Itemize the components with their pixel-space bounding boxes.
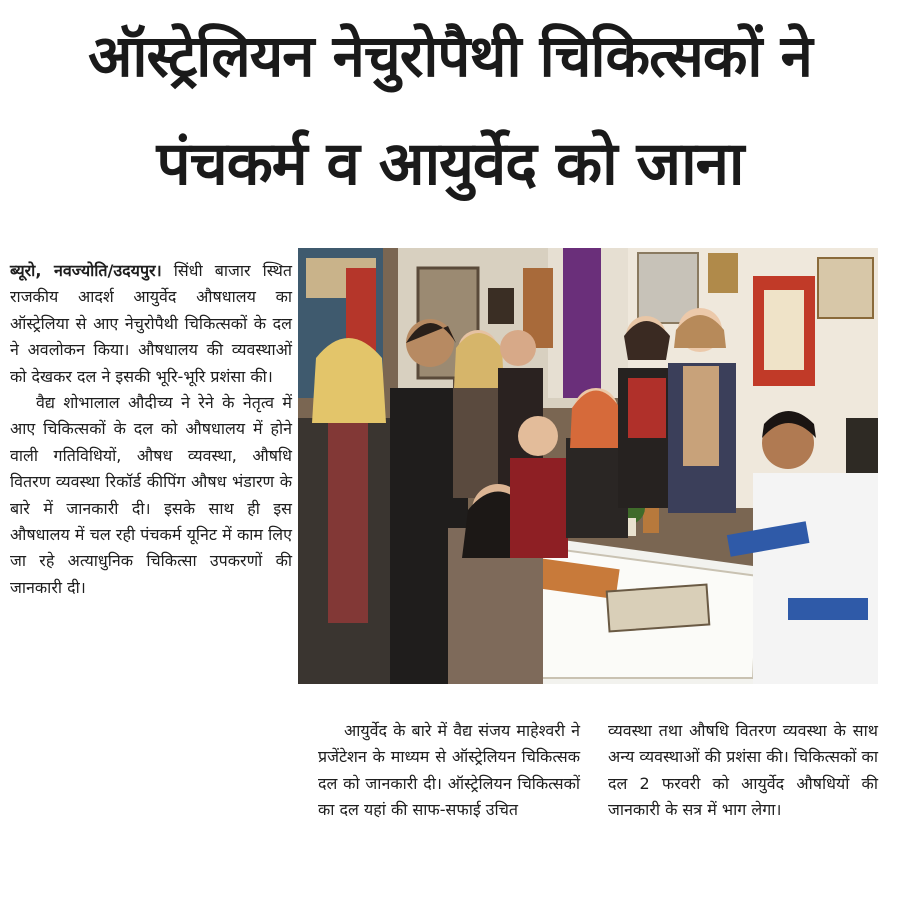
group-photo-illustration [298, 248, 878, 684]
paragraph-1 [10, 258, 292, 390]
paragraph-2: वैद्य शोभालाल औदीच्य ने रेने के नेतृत्व में आए चिकित्सकों के दल को औषधालय में होने वाली गतिविधियों, औषध व्यवस्था, औषधि वितरण व्यवस्था रिकॉर्ड कीपिंग औषध भंडारण के बारे में जानकारी दी। इसके साथ ही इस औषधालय में चल रही पंचकर्म यूनिट में काम लिए जा रहे अत्याधुनिक चिकित्सा उपकरणों की जानकारी दी। [10, 393, 292, 597]
paragraph-3: आयुर्वेद के बारे में वैद्य संजय माहेश्वरी ने प्रजेंटेशन के माध्यम से ऑस्ट्रेलियन चिकित्सक दल को जानकारी दी। ऑस्ट्रेलियन चिकित्सकों का दल यहां की साफ-सफाई उचित [318, 721, 580, 820]
article-column-1 [10, 258, 292, 601]
article-column-3 [608, 718, 878, 824]
headline-line-1: ऑस्ट्रेलियन नेचुरोपैथी चिकित्सकों ने [88, 22, 812, 90]
article-column-2 [318, 718, 580, 824]
headline-line-2: पंचकर्म व आयुर्वेद को जाना [156, 129, 744, 199]
paragraph-1-text: सिंधी बाजार स्थित राजकीय आदर्श आयुर्वेद औषधालय का ऑस्ट्रेलिया से आए नेचुरोपैथी चिकित्सकों के दल ने अवलोकन किया। औषधालय की व्यवस्थाओं को देखकर दल ने इसकी भूरि-भूरि प्रशंसा की। [10, 261, 292, 386]
paragraph-4: व्यवस्था तथा औषधि वितरण व्यवस्था के साथ अन्य व्यवस्थाओं की प्रशंसा की। चिकित्सकों का दल 2 फरवरी को आयुर्वेद औषधियों की जानकारी के सत्र में भाग लेगा। [608, 721, 878, 820]
news-photo [298, 248, 878, 684]
dateline: ब्यूरो, नवज्योति/उदयपुर। [10, 261, 162, 280]
